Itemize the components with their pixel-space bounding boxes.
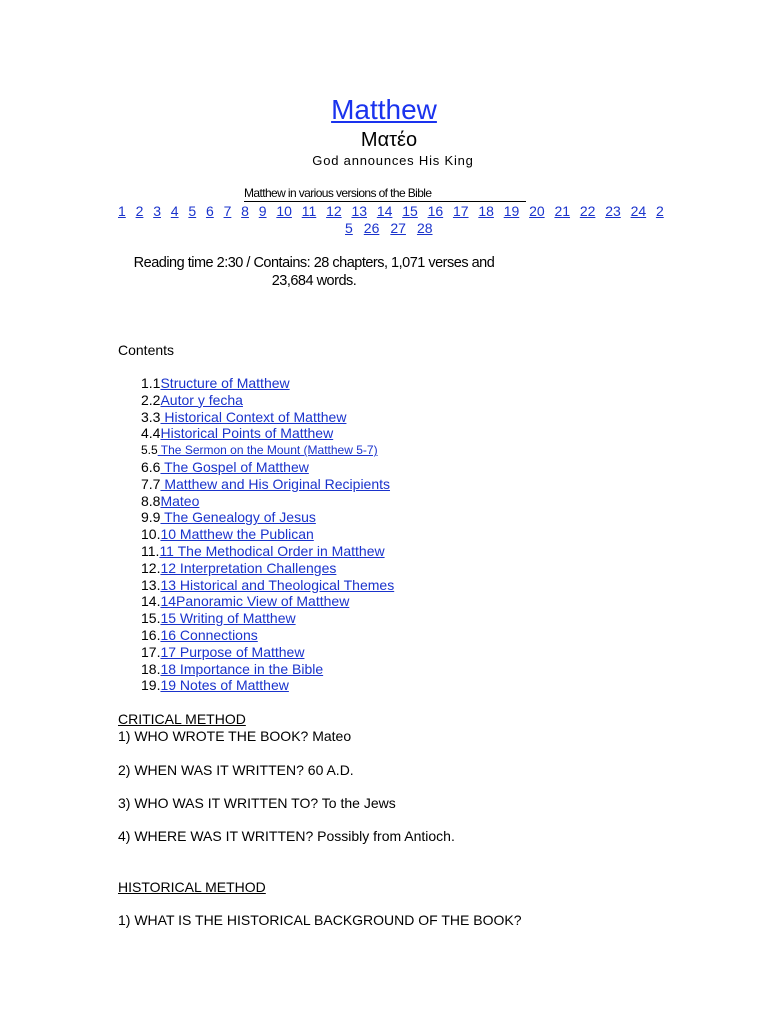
toc-item bbox=[141, 560, 394, 577]
toc-link[interactable]: 15 Writing of Matthew bbox=[160, 610, 296, 627]
chapter-link[interactable]: 27 bbox=[390, 220, 406, 236]
toc-item bbox=[141, 661, 394, 678]
toc-item bbox=[141, 409, 394, 426]
chapter-link[interactable]: 18 bbox=[478, 203, 494, 219]
toc-item bbox=[141, 543, 394, 560]
toc-link[interactable]: 14Panoramic View of Matthew bbox=[160, 593, 350, 610]
toc-number: 16. bbox=[141, 626, 161, 643]
toc-number: 2.2 bbox=[141, 391, 161, 408]
toc-link[interactable]: 11 The Methodical Order in Matthew bbox=[159, 542, 385, 559]
toc-item bbox=[141, 375, 394, 392]
chapter-links-row-2 bbox=[345, 219, 433, 237]
chapter-link[interactable]: 22 bbox=[579, 203, 596, 219]
toc-link[interactable]: 16 Connections bbox=[160, 626, 258, 643]
chapter-link[interactable]: 2 bbox=[655, 203, 664, 219]
chapter-link[interactable]: 14 bbox=[376, 203, 393, 219]
toc-item bbox=[141, 442, 394, 459]
toc-item bbox=[141, 677, 394, 694]
toc-item bbox=[141, 459, 394, 476]
reading-line-1: Reading time 2:30 / Contains: 28 chapters, 1,071 verses and bbox=[133, 255, 495, 271]
chapter-link[interactable]: 8 bbox=[241, 203, 249, 219]
critical-q2: 2) WHEN WAS IT WRITTEN? 60 A.D. bbox=[118, 762, 354, 778]
chapter-link[interactable]: 28 bbox=[416, 220, 433, 236]
critical-q1: 1) WHO WROTE THE BOOK? Mateo bbox=[118, 728, 352, 744]
chapter-link[interactable]: 1 bbox=[118, 203, 126, 219]
toc-number: 1.1 bbox=[141, 375, 161, 391]
toc-link[interactable]: The Gospel of Matthew bbox=[160, 458, 309, 475]
chapter-link[interactable]: 19 bbox=[503, 203, 520, 219]
chapter-link[interactable]: 2 bbox=[135, 203, 144, 219]
versions-link[interactable]: Matthew in various versions of the Bible bbox=[244, 186, 526, 202]
toc-link[interactable]: 18 Importance in the Bible bbox=[160, 660, 324, 677]
toc-number: 9.9 bbox=[141, 509, 161, 526]
toc-link[interactable]: 12 Interpretation Challenges bbox=[160, 559, 337, 576]
toc-number: 17. bbox=[141, 643, 161, 660]
toc-item bbox=[141, 627, 394, 644]
chapter-link[interactable]: 12 bbox=[326, 203, 342, 219]
toc-link[interactable]: The Sermon on the Mount (Matthew 5-7) bbox=[157, 443, 378, 458]
toc-item bbox=[141, 593, 394, 610]
toc-link[interactable]: Autor y fecha bbox=[160, 391, 243, 408]
chapter-link[interactable]: 17 bbox=[452, 203, 469, 219]
greek-title: Ματέο bbox=[360, 129, 418, 151]
toc-link[interactable]: Matthew and His Original Recipients bbox=[160, 475, 391, 492]
toc-number: 4.4 bbox=[141, 425, 161, 442]
toc-link[interactable]: Structure of Matthew bbox=[160, 375, 290, 391]
toc-number: 7.7 bbox=[141, 475, 161, 492]
chapter-link[interactable]: 15 bbox=[402, 203, 418, 219]
toc-item bbox=[141, 577, 394, 594]
toc-number: 3.3 bbox=[141, 408, 161, 425]
toc-item bbox=[141, 526, 394, 543]
chapter-link[interactable]: 5 bbox=[188, 203, 197, 219]
historical-q1: 1) WHAT IS THE HISTORICAL BACKGROUND OF THE BOOK? bbox=[118, 912, 522, 928]
reading-line-2: 23,684 words. bbox=[271, 273, 357, 289]
subtitle: God announces His King bbox=[312, 153, 474, 168]
chapter-link[interactable]: 13 bbox=[351, 203, 368, 219]
toc-number: 18. bbox=[141, 660, 161, 677]
toc-number: 10. bbox=[141, 526, 161, 543]
chapter-link[interactable]: 4 bbox=[170, 203, 179, 219]
chapter-link[interactable]: 10 bbox=[276, 203, 292, 219]
toc-item bbox=[141, 392, 394, 409]
toc-item bbox=[141, 425, 394, 442]
chapter-link[interactable]: 7 bbox=[223, 203, 232, 219]
toc-item bbox=[141, 493, 394, 510]
toc-link[interactable]: 10 Matthew the Publican bbox=[160, 526, 314, 543]
toc-number: 8.8 bbox=[141, 492, 161, 509]
chapter-link[interactable]: 3 bbox=[153, 203, 161, 219]
toc-link[interactable]: The Genealogy of Jesus bbox=[160, 509, 316, 526]
page-title[interactable]: Matthew bbox=[331, 94, 437, 125]
chapter-link[interactable]: 20 bbox=[529, 203, 545, 219]
toc-number: 6.6 bbox=[141, 458, 161, 475]
toc-link[interactable]: Historical Points of Matthew bbox=[160, 425, 334, 442]
chapter-link[interactable]: 23 bbox=[605, 203, 621, 219]
toc-number: 11. bbox=[141, 542, 160, 559]
chapter-link[interactable]: 16 bbox=[427, 203, 444, 219]
chapter-link[interactable]: 11 bbox=[301, 203, 317, 219]
reading-info bbox=[118, 254, 510, 290]
toc-number: 14. bbox=[141, 593, 161, 610]
toc-link[interactable]: 17 Purpose of Matthew bbox=[160, 643, 305, 660]
toc-item bbox=[141, 476, 394, 493]
critical-q3: 3) WHO WAS IT WRITTEN TO? To the Jews bbox=[118, 795, 396, 811]
chapter-link[interactable]: 26 bbox=[363, 220, 380, 236]
toc-number: 5.5 bbox=[141, 443, 158, 458]
toc-number: 12. bbox=[141, 559, 161, 576]
toc-link[interactable]: Historical Context of Matthew bbox=[160, 408, 347, 425]
toc-item bbox=[141, 644, 394, 661]
toc-number: 13. bbox=[141, 576, 161, 593]
toc-number: 15. bbox=[141, 610, 161, 627]
toc-number: 19. bbox=[141, 677, 161, 694]
historical-method-heading: HISTORICAL METHOD bbox=[118, 879, 266, 895]
toc-link[interactable]: 13 Historical and Theological Themes bbox=[160, 576, 395, 593]
chapter-link[interactable]: 21 bbox=[554, 203, 571, 219]
toc-item bbox=[141, 509, 394, 526]
toc-item bbox=[141, 610, 394, 627]
chapter-link[interactable]: 24 bbox=[630, 203, 647, 219]
critical-method-heading: CRITICAL METHOD bbox=[118, 711, 246, 727]
contents-heading: Contents bbox=[118, 342, 175, 358]
table-of-contents bbox=[141, 375, 394, 694]
chapter-link[interactable]: 9 bbox=[258, 203, 267, 219]
chapter-links-row-1 bbox=[118, 202, 664, 220]
chapter-link[interactable]: 6 bbox=[205, 203, 214, 219]
toc-link[interactable]: Mateo bbox=[160, 492, 200, 509]
critical-q4: 4) WHERE WAS IT WRITTEN? Possibly from Antioch. bbox=[118, 828, 455, 844]
toc-link[interactable]: 19 Notes of Matthew bbox=[160, 677, 289, 694]
chapter-link[interactable]: 5 bbox=[345, 220, 353, 236]
